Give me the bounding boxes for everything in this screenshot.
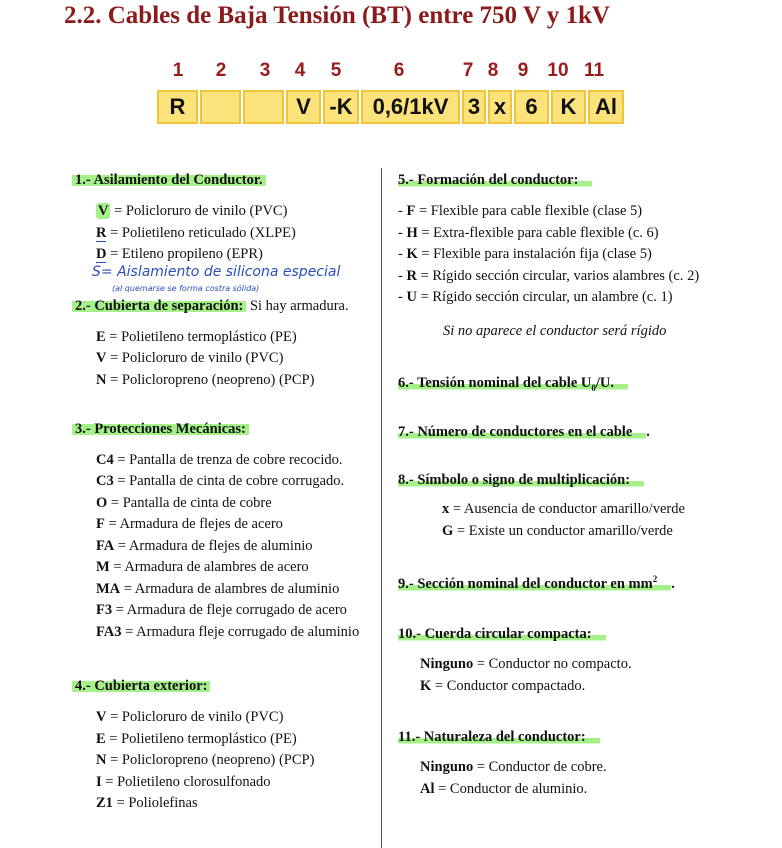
list-item: V = Policloruro de vinilo (PVC) (96, 350, 284, 366)
list-item: Z1 = Poliolefinas (96, 795, 198, 811)
list-item: - F = Flexible para cable flexible (clase 5) (398, 203, 643, 219)
code-number: 9 (517, 60, 529, 81)
list-item: K = Conductor compactado. (420, 678, 586, 694)
section-heading-9: 9.- Sección nominal del conductor en $mm^2$ . (398, 574, 675, 592)
code-cell: K (551, 90, 586, 124)
list-item: G = Existe un conductor amarillo/verde (442, 523, 673, 539)
section-heading-4: 4.- Cubierta exterior: (72, 678, 210, 695)
code-cell: 0,6/1kV (361, 90, 460, 124)
list-item: M = Armadura de alambres de acero (96, 559, 309, 575)
handwritten-note: S= Aislamiento de silicona especial (92, 264, 341, 280)
list-item: FA = Armadura de flejes de aluminio (96, 538, 313, 554)
code-position-numbers (0, 60, 782, 86)
handwritten-subnote: (al quemarse se forma costra sólida) (112, 284, 260, 293)
list-item: N = Policloropreno (neopreno) (PCP) (96, 372, 315, 388)
section-heading-3: 3.- Protecciones Mecánicas: (72, 421, 249, 438)
code-cell: V (286, 90, 321, 124)
code-cell (243, 90, 284, 124)
section-heading-10: 10.- Cuerda circular compacta: (398, 626, 606, 643)
section-heading-6: 6.- Tensión nominal del cable $U_0/U$. (398, 375, 628, 393)
list-item: Al = Conductor de aluminio. (420, 781, 588, 797)
cable-code-table (157, 90, 626, 124)
list-item: F3 = Armadura de fleje corrugado de acero (96, 602, 347, 618)
code-cell: 6 (514, 90, 549, 124)
section-heading-2: 2.- Cubierta de separación: Si hay armadura. (72, 298, 349, 315)
page-title: 2.2. Cables de Baja Tensión (BT) entre 750 V y 1kV (64, 2, 610, 29)
list-item: V = Policloruro de vinilo (PVC) (96, 709, 284, 725)
list-item: N = Policloropreno (neopreno) (PCP) (96, 752, 315, 768)
code-cell: -K (323, 90, 359, 124)
code-cell: 3 (462, 90, 486, 124)
section-heading-7: 7.- Número de conductores en el cable . (398, 424, 650, 440)
code-number: 8 (487, 60, 499, 81)
list-item: - R = Rígido sección circular, varios alambres (c. 2) (398, 268, 700, 284)
list-item: x = Ausencia de conductor amarillo/verde (442, 501, 685, 517)
list-item: E = Polietileno termoplástico (PE) (96, 731, 297, 747)
code-cell: x (488, 90, 512, 124)
section-heading-1: 1.- Asilamiento del Conductor. (72, 172, 266, 189)
code-number: 4 (294, 60, 306, 81)
list-item: - K = Flexible para instalación fija (clase 5) (398, 246, 652, 262)
list-item: I = Polietileno clorosulfonado (96, 774, 271, 790)
code-number: 6 (393, 60, 405, 81)
list-item: R = Polietileno reticulado (XLPE) (96, 225, 296, 241)
list-item: - U = Rígido sección circular, un alambre (c. 1) (398, 289, 673, 305)
list-item: MA = Armadura de alambres de aluminio (96, 581, 340, 597)
list-item: - H = Extra-flexible para cable flexible (c. 6) (398, 225, 659, 241)
rigid-note: Si no aparece el conductor será rígido (443, 323, 667, 339)
code-number: 10 (547, 60, 569, 81)
list-item: Ninguno = Conductor no compacto. (420, 656, 632, 672)
list-item: C3 = Pantalla de cinta de cobre corrugado. (96, 473, 345, 489)
code-number: 5 (330, 60, 342, 81)
code-cell (200, 90, 241, 124)
section-heading-11: 11.- Naturaleza del conductor: (398, 729, 600, 746)
list-item: D = Etileno propileno (EPR) (96, 246, 263, 262)
list-item: V = Policloruro de vinilo (PVC) (98, 203, 288, 219)
code-number: 3 (259, 60, 271, 81)
list-item: F = Armadura de flejes de acero (96, 516, 283, 532)
list-item: FA3 = Armadura fleje corrugado de aluminio (96, 624, 360, 640)
code-number: 7 (462, 60, 474, 81)
list-item: Ninguno = Conductor de cobre. (420, 759, 607, 775)
code-number: 11 (583, 60, 605, 81)
list-item: O = Pantalla de cinta de cobre (96, 495, 272, 511)
list-item: C4 = Pantalla de trenza de cobre recocido. (96, 452, 343, 468)
code-cell: R (157, 90, 198, 124)
code-number: 1 (172, 60, 184, 81)
code-cell: Al (588, 90, 624, 124)
column-divider (381, 168, 382, 848)
code-number: 2 (215, 60, 227, 81)
section-heading-8: 8.- Símbolo o signo de multiplicación: (398, 472, 644, 489)
section-heading-5: 5.- Formación del conductor: (398, 172, 592, 189)
list-item: E = Polietileno termoplástico (PE) (96, 329, 297, 345)
